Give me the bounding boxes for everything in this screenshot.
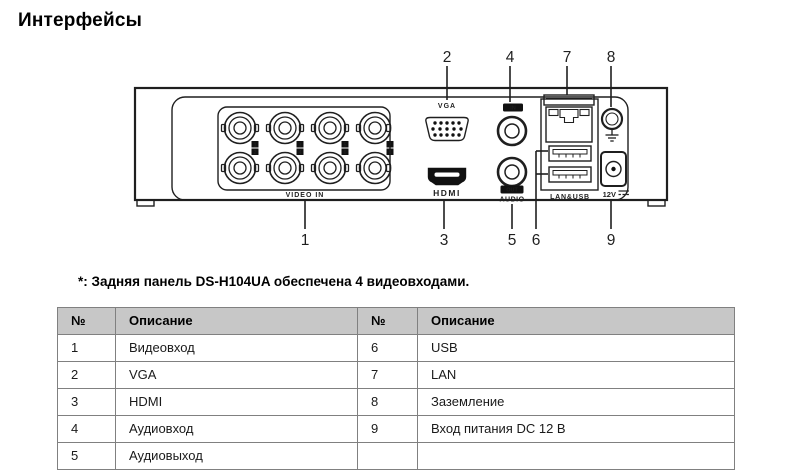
vga-port — [426, 103, 468, 141]
table-cell: 7 — [358, 362, 418, 389]
table-row — [58, 389, 735, 416]
lan-usb-block — [541, 95, 598, 201]
bnc-connector — [267, 153, 304, 184]
table-cell: 9 — [358, 416, 418, 443]
page-title: Интерфейсы — [18, 10, 143, 31]
bnc-chip-label: 8 — [388, 149, 392, 156]
table-header: Описание — [418, 308, 735, 335]
callout-number-vga: 2 — [442, 49, 452, 66]
table-cell: LAN — [418, 362, 735, 389]
table-header: Описание — [116, 308, 358, 335]
callout-number-hdmi: 3 — [439, 232, 449, 249]
table-header-row — [58, 308, 735, 335]
bnc-connector — [222, 113, 259, 144]
bnc-connector — [312, 153, 349, 184]
table-cell: Аудиовыход — [116, 443, 358, 470]
table-cell: VGA — [116, 362, 358, 389]
video-in-label: VIDEO IN — [285, 192, 325, 199]
table-header: № — [58, 308, 116, 335]
bnc-connector — [312, 113, 349, 144]
table-cell: 5 — [58, 443, 116, 470]
table-cell — [418, 443, 735, 470]
callout-lines — [305, 66, 611, 229]
bnc-chip-label: 7 — [388, 142, 392, 149]
table-cell: 3 — [58, 389, 116, 416]
bnc-connector — [357, 113, 391, 144]
hdmi-label: HDMI — [433, 188, 461, 198]
table-cell: HDMI — [116, 389, 358, 416]
bnc-chip-label: 4 — [298, 149, 302, 156]
table-cell: 8 — [358, 389, 418, 416]
ground-terminal — [602, 109, 622, 141]
table-row — [58, 362, 735, 389]
table-cell — [358, 443, 418, 470]
table-cell: Вход питания DC 12 В — [418, 416, 735, 443]
table-cell: USB — [418, 335, 735, 362]
hdmi-port — [429, 169, 466, 199]
audio-in-chip-label: IN — [510, 105, 516, 112]
callout-number-power: 9 — [606, 232, 616, 249]
footnote: *: Задняя панель DS-H104UA обеспечена 4 видеовходами. — [78, 274, 470, 289]
audio-in-port — [498, 104, 526, 146]
video-in-bnc-block — [218, 107, 394, 199]
callout-number-lan: 7 — [562, 49, 572, 66]
table-row — [58, 443, 735, 470]
audio-label: AUDIO — [499, 196, 525, 204]
callout-number-audio-in: 4 — [505, 49, 515, 66]
table-cell: Видеовход — [116, 335, 358, 362]
table-cell: Заземление — [418, 389, 735, 416]
bnc-connector — [357, 153, 391, 184]
table-cell: 1 — [58, 335, 116, 362]
table-cell: 6 — [358, 335, 418, 362]
audio-out-chip-label: OUT — [506, 187, 518, 194]
interface-table — [57, 307, 735, 470]
table-row — [58, 335, 735, 362]
usb-ports — [549, 146, 591, 182]
bnc-connectors — [222, 113, 391, 184]
table-cell: Аудиовход — [116, 416, 358, 443]
audio-out-port — [498, 158, 526, 204]
ground-icon — [606, 130, 619, 142]
vga-pins — [431, 121, 462, 136]
callout-number-ground: 8 — [606, 49, 616, 66]
table-header: № — [358, 308, 418, 335]
callout-number-audio-out: 5 — [507, 232, 517, 249]
table-row — [58, 416, 735, 443]
bnc-chip-label: 3 — [298, 142, 302, 149]
power-jack — [601, 152, 629, 199]
bnc-connector — [222, 153, 259, 184]
bnc-chip-label: 6 — [343, 149, 347, 156]
bnc-chip-label: 2 — [253, 149, 257, 156]
bnc-chip-label: 1 — [253, 142, 257, 149]
callout-number-usb: 6 — [531, 232, 541, 249]
table-cell: 4 — [58, 416, 116, 443]
callout-number-video-in: 1 — [300, 232, 310, 249]
table-cell: 2 — [58, 362, 116, 389]
lan-port — [544, 95, 594, 142]
bnc-chip-label: 5 — [343, 142, 347, 149]
power-label: 12V — [602, 190, 616, 199]
vga-label: VGA — [437, 103, 457, 110]
bnc-connector — [267, 113, 304, 144]
lan-usb-label: LAN&USB — [550, 194, 590, 201]
